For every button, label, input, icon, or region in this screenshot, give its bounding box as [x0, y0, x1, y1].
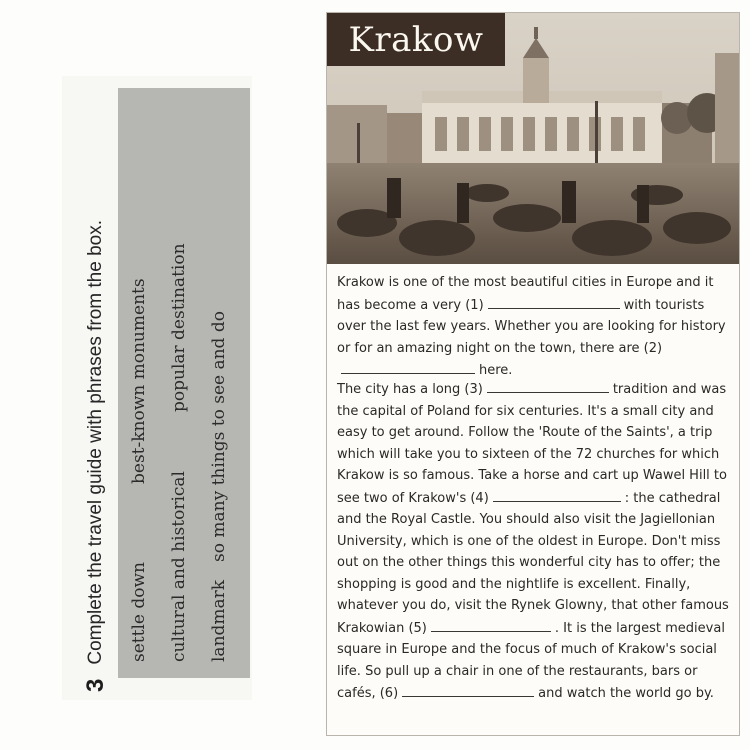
phrase-cultural-historical: cultural and historical — [169, 471, 189, 662]
gap-4-blank[interactable] — [493, 487, 621, 502]
paragraph-1-text-a: Krakow is one of the most beautiful cities in Europe and it has become a very — [337, 275, 714, 313]
title-block — [327, 13, 505, 66]
gap-5-blank[interactable] — [431, 617, 551, 632]
gap-2-blank[interactable] — [341, 359, 475, 374]
guide-title: Krakow — [348, 19, 484, 60]
exercise-panel — [62, 76, 252, 700]
gap-4-number: (4) — [470, 490, 489, 506]
phrase-popular-destination: popular destination — [169, 243, 189, 412]
phrase-settle-down: settle down — [129, 562, 149, 662]
gap-3-blank[interactable] — [487, 378, 609, 393]
phrase-so-many-things: so many things to see and do — [209, 311, 229, 562]
gap-5-number: (5) — [408, 620, 427, 636]
gap-1-blank[interactable] — [488, 294, 620, 309]
paragraph-2-text-d: . It is the largest medieval square in Europe and the focus of much of Krakow's social life. So pull up a chair in one of the restaurants, bars or cafés, — [337, 620, 725, 701]
exercise-number: 3 — [82, 678, 109, 692]
paragraph-1-text-c: here. — [479, 363, 513, 378]
paragraph-2-text-b: tradition and was the capital of Poland for six centuries. It's a small city and easy to get around. Follow the 'Route of the Saints', a trip which will take you to sixteen of the 72 churches for which Krakow is so famous. Take a horse and cart up Wawel Hill to see two of Krakow's — [337, 382, 727, 506]
krakow-square-photo — [327, 13, 739, 264]
paragraph-2-text-e: and watch the world go by. — [538, 686, 714, 701]
gap-6-number: (6) — [379, 686, 399, 701]
gap-6-blank[interactable] — [402, 682, 534, 697]
gap-1-number: (1) — [465, 297, 484, 313]
phrase-landmark: landmark — [209, 579, 229, 662]
paragraph-1-text-b: with tourists over the last few years. Whether you are looking for history or for an amazing night on the town, there are — [337, 297, 726, 356]
gap-3-number: (3) — [464, 382, 483, 397]
instruction-text: Complete the travel guide with phrases from the box. — [85, 220, 106, 665]
exercise-instruction — [76, 82, 116, 692]
phrase-box — [118, 88, 250, 678]
exercise-rotated-content — [62, 76, 252, 700]
gap-2-number: (2) — [643, 340, 663, 356]
guide-paragraph-2 — [337, 378, 729, 705]
paragraph-2-text-a: The city has a long — [337, 382, 461, 397]
phrase-best-known-monuments: best-known monuments — [129, 278, 149, 484]
travel-guide — [326, 12, 740, 736]
guide-paragraph-1 — [337, 272, 729, 382]
paragraph-2-text-c: : the cathedral and the Royal Castle. You should also visit the Jagiellonian University, which is one of the oldest in Europe. Don't miss out on the other things this wonderful city has to offer; the shopping is good and the nightlife is excellent. Finally, whatever you do, visit the Rynek Glowny, that other famous Krakowian — [337, 490, 729, 636]
